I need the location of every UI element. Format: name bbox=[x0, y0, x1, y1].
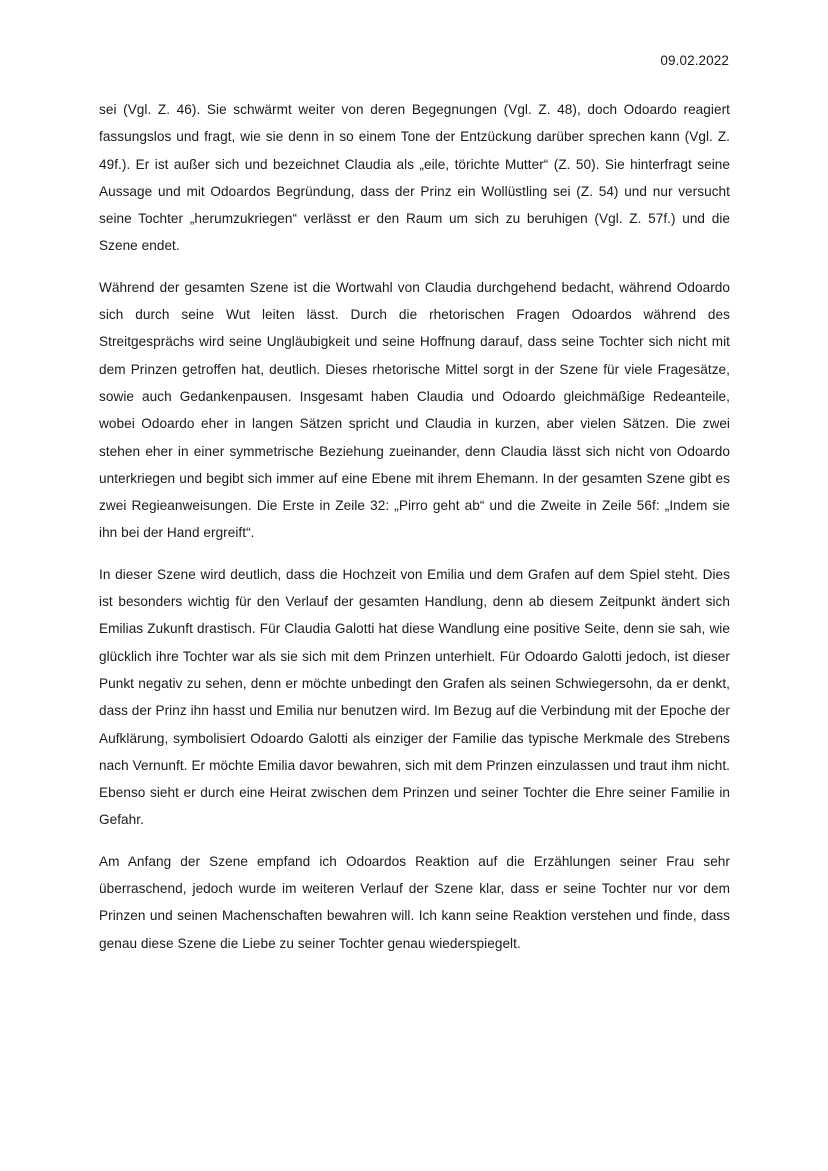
document-body bbox=[99, 96, 730, 971]
paragraph-2: Während der gesamten Szene ist die Wortwahl von Claudia durchgehend bedacht, während Odoardo sich durch seine Wut leiten lässt. Durch die rhetorischen Fragen Odoardos während des Streitgesprächs wird seine Ungläubigkeit und seine Hoffnung darauf, dass seine Tochter sich nicht mit dem Prinzen getroffen hat, deutlich. Dieses rhetorische Mittel sorgt in der Szene für viele Fragesätze, sowie auch Gedankenpausen. Insgesamt haben Claudia und Odoardo gleichmäßige Redeanteile, wobei Odoardo eher in langen Sätzen spricht und Claudia in kurzen, aber vielen Sätzen. Die zwei stehen eher in einer symmetrische Beziehung zueinander, denn Claudia lässt sich nicht von Odoardo unterkriegen und begibt sich immer auf eine Ebene mit ihrem Ehemann. In der gesamten Szene gibt es zwei Regieanweisungen. Die Erste in Zeile 32: „Pirro geht ab“ und die Zweite in Zeile 56f: „Indem sie ihn bei der Hand ergreift“. bbox=[99, 279, 730, 541]
header-date: 09.02.2022 bbox=[660, 53, 729, 68]
paragraph-1: sei (Vgl. Z. 46). Sie schwärmt weiter von deren Begegnungen (Vgl. Z. 48), doch Odoardo reagiert fassungslos und fragt, wie sie denn in so einem Tone der Entzückung darüber sprechen kann (Vgl. Z. 49f.). Er ist außer sich und bezeichnet Claudia als „eile, törichte Mutter“ (Z. 50). Sie hinterfragt seine Aussage und mit Odoardos Begründung, dass der Prinz ein Wollüstling sei (Z. 54) und nur versucht seine Tochter „herumzukriegen“ verlässt er den Raum um sich zu beruhigen (Vgl. Z. 57f.) und die Szene endet. bbox=[99, 102, 730, 254]
paragraph-3: In dieser Szene wird deutlich, dass die Hochzeit von Emilia und dem Grafen auf dem Spiel steht. Dies ist besonders wichtig für den Verlauf der gesamten Handlung, denn ab diesem Zeitpunkt ändert sich Emilias Zukunft drastisch. Für Claudia Galotti hat diese Wandlung eine positive Seite, denn sie sah, wie glücklich ihre Tochter war als sie sich mit dem Prinzen unterhielt. Für Odoardo Galotti jedoch, ist dieser Punkt negativ zu sehen, denn er möchte unbedingt den Grafen als seinen Schwiegersohn, da er denkt, dass der Prinz ihn hasst und Emilia nur benutzen wird. Im Bezug auf die Verbindung mit der Epoche der Aufklärung, symbolisiert Odoardo Galotti als einziger der Familie das typische Merkmale des Strebens nach Vernunft. Er möchte Emilia davor bewahren, sich mit dem Prinzen einzulassen und traut ihm nicht. Ebenso sieht er durch eine Heirat zwischen dem Prinzen und seiner Tochter die Ehre seiner Familie in Gefahr. bbox=[99, 566, 730, 828]
paragraph-4: Am Anfang der Szene empfand ich Odoardos Reaktion auf die Erzählungen seiner Frau sehr überraschend, jedoch wurde im weiteren Verlauf der Szene klar, dass er seine Tochter nur vor dem Prinzen und seinen Machenschaften bewahren will. Ich kann seine Reaktion verstehen und finde, dass genau diese Szene die Liebe zu seiner Tochter genau wiederspiegelt. bbox=[99, 853, 730, 951]
